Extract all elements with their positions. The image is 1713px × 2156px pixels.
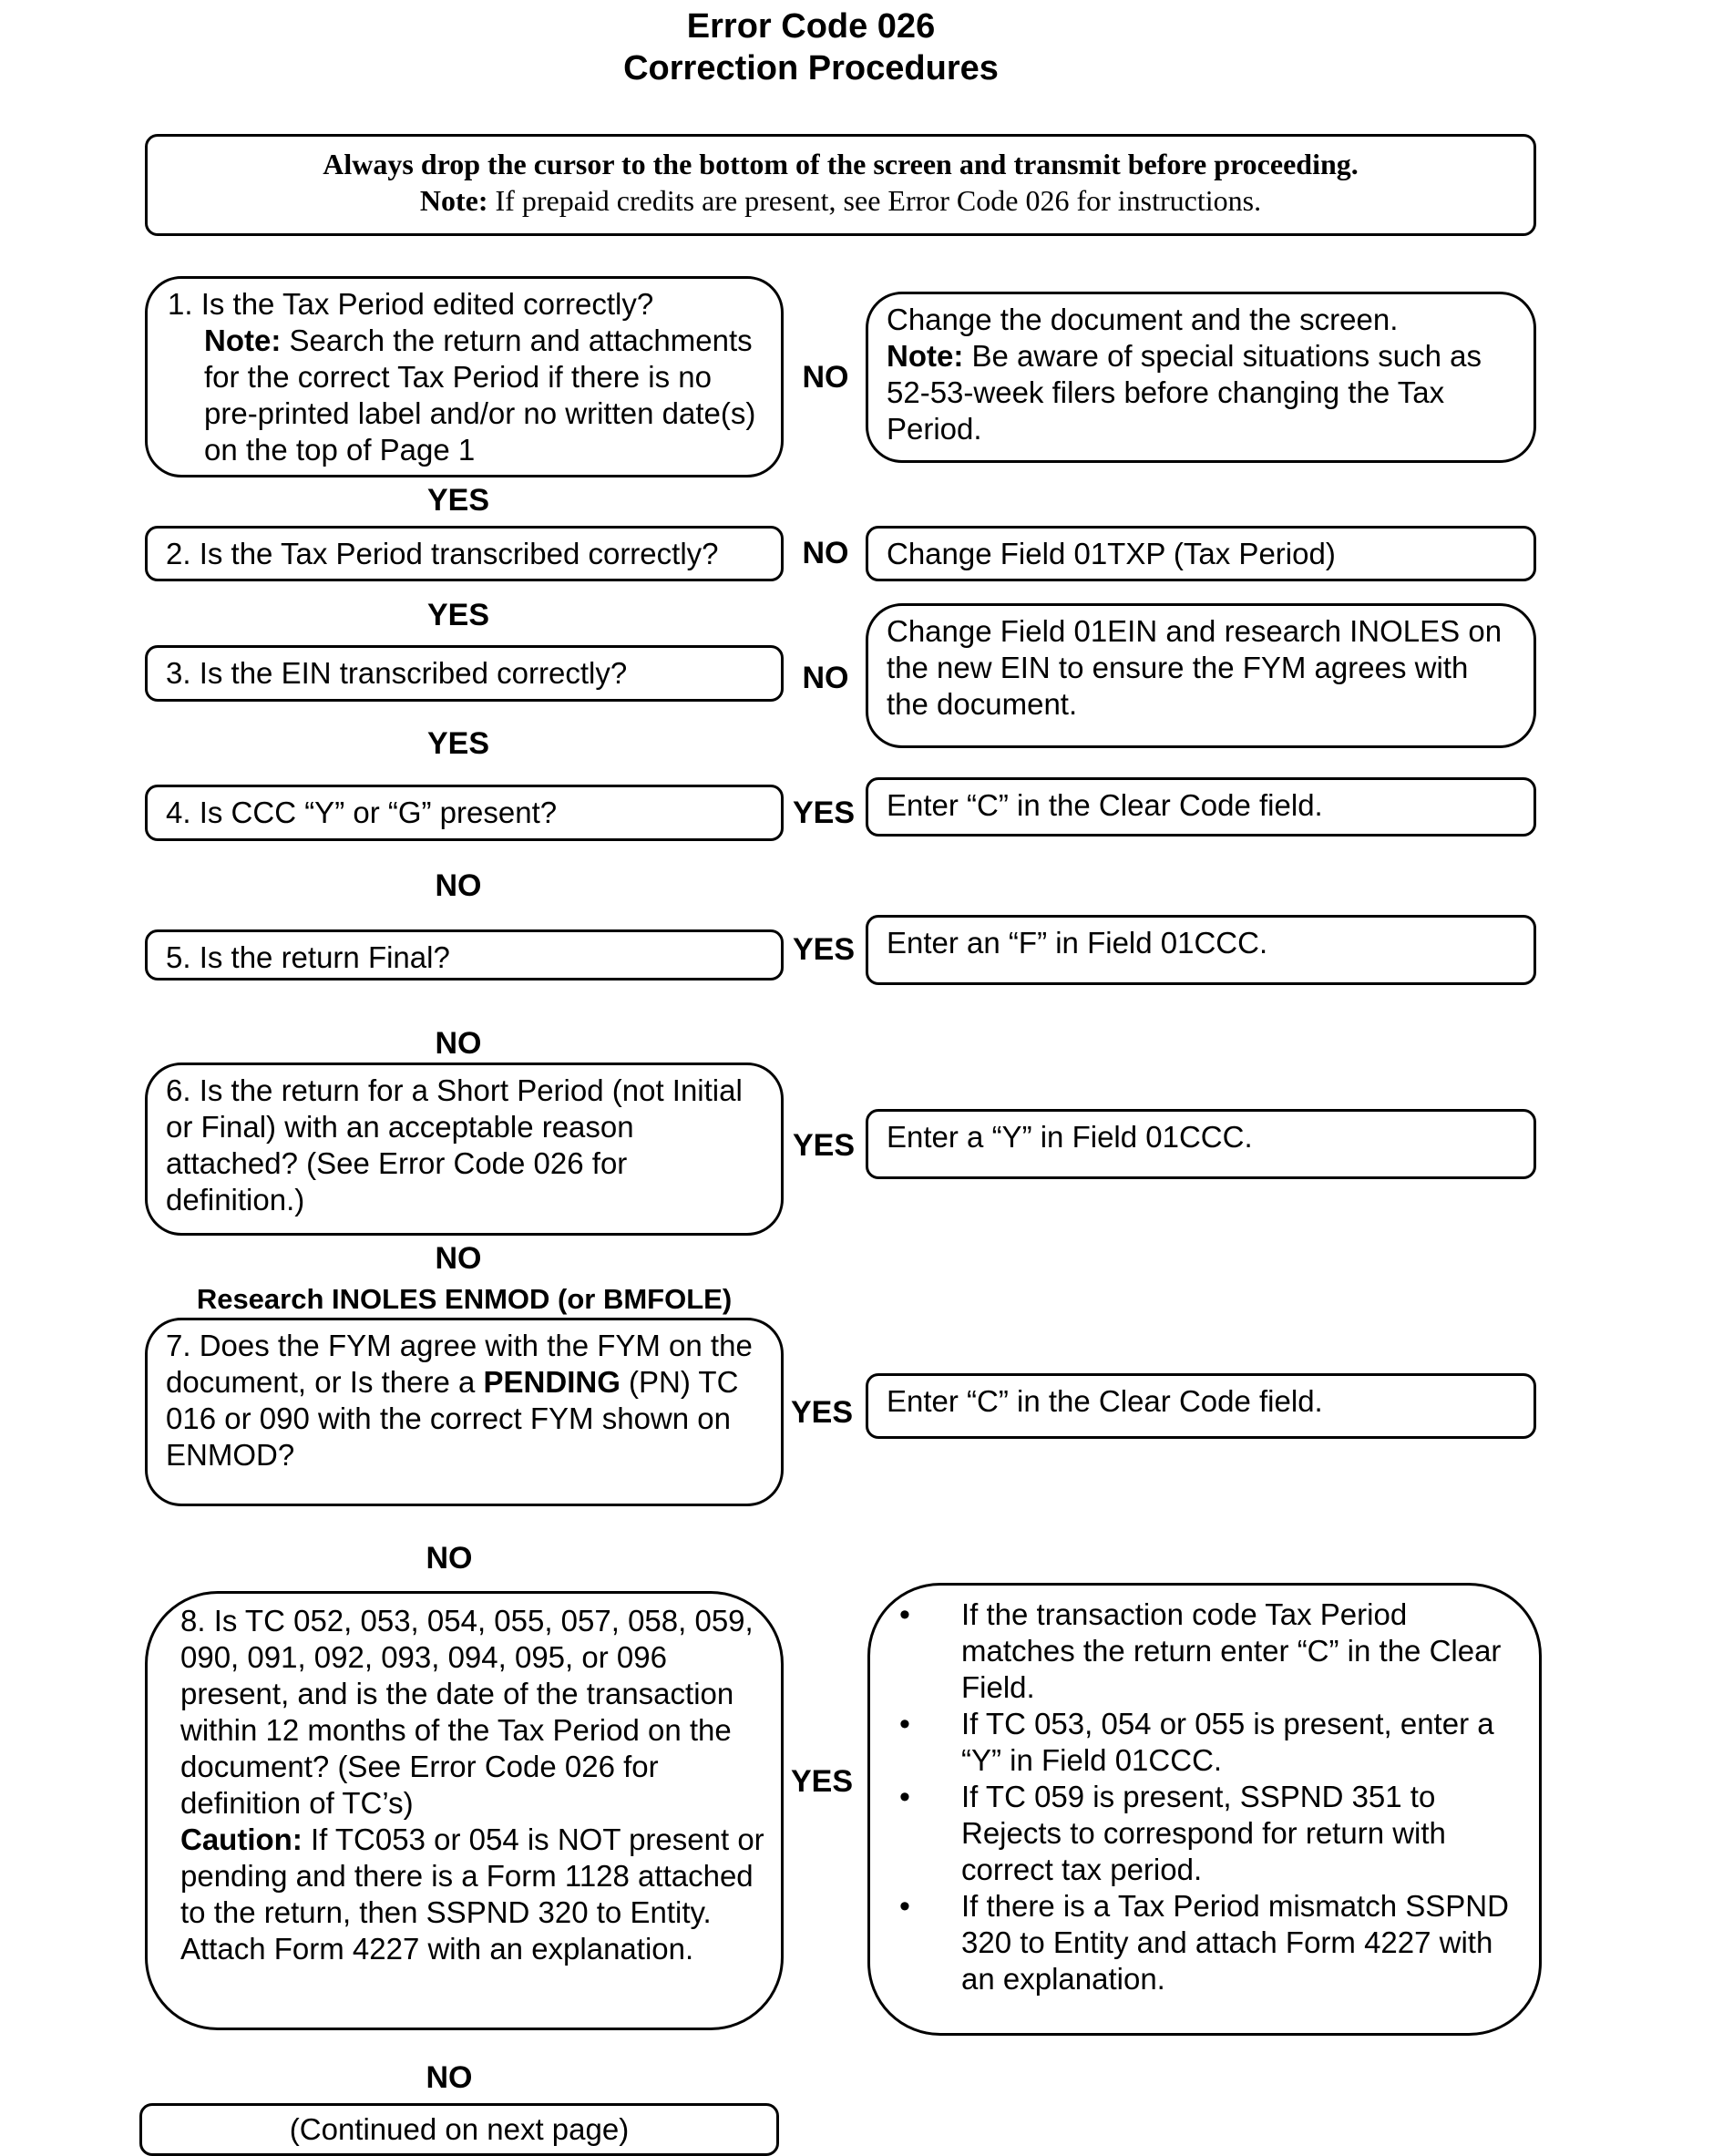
step-6-yes-label: YES (792, 1128, 856, 1163)
step-4-yes-label: YES (792, 796, 856, 830)
step-4-no-label: NO (435, 868, 482, 903)
step-5-action: Enter an “F” in Field 01CCC. (866, 915, 1536, 985)
step-7-yes-label: YES (790, 1395, 854, 1430)
step-8-no-label: NO (426, 2060, 473, 2095)
step-1-action (866, 292, 1536, 463)
step-8-action (867, 1583, 1542, 2036)
step-6-action: Enter a “Y” in Field 01CCC. (866, 1109, 1536, 1179)
step-7-no-label: NO (426, 1541, 473, 1576)
step-3-no-label: NO (802, 661, 849, 695)
step-1-question (145, 276, 784, 477)
step-7-question-text-b: (PN) TC 016 or 090 with the correct FYM shown on ENMOD? (166, 1365, 739, 1472)
step-3-question: 3. Is the EIN transcribed correctly? (145, 645, 784, 702)
step-7-action: Enter “C” in the Clear Code field. (866, 1373, 1536, 1439)
step-8-action-item: • If there is a Tax Period mismatch SSPND 320 to Entity and attach Form 4227 with an explanation. (879, 1888, 1512, 1997)
step-4-question: 4. Is CCC “Y” or “G” present? (145, 785, 784, 841)
instruction-banner (145, 134, 1536, 236)
step-5-no-label: NO (435, 1026, 482, 1061)
title-line-2: Correction Procedures (623, 49, 999, 87)
step-2-no-label: NO (802, 536, 849, 570)
step-1-note-text: Search the return and attachments for the correct Tax Period if there is no pre-printed label and/or no written date(s) on the top of Page 1 (204, 323, 756, 467)
step-8-caution-text: If TC053 or 054 is NOT present or pending and there is a Form 1128 attached to the return, then SSPND 320 to Entity. Attach Form 4227 with an explanation. (180, 1822, 764, 1966)
step-8-question-text: 8. Is TC 052, 053, 054, 055, 057, 058, 059, 090, 091, 092, 093, 094, 095, or 096 present, and is the date of the transaction within 12 months of the Tax Period on the document? (See Error Code 026 for definition of TC’s) (180, 1604, 754, 1820)
step-8-action-item: • If TC 053, 054 or 055 is present, enter a “Y” in Field 01CCC. (879, 1706, 1512, 1779)
step-1-note (168, 323, 763, 468)
step-3-action: Change Field 01EIN and research INOLES on the new EIN to ensure the FYM agrees with the document. (866, 603, 1536, 748)
step-1-action-note-text: Be aware of special situations such as 52-53-week filers before changing the Tax Period. (887, 339, 1482, 446)
banner-note-label: Note: (419, 184, 488, 217)
step-5-question: 5. Is the return Final? (145, 929, 784, 980)
step-7-question-text-a: 7. Does the FYM agree with the FYM on the document, or Is there a (166, 1329, 753, 1399)
step-1-action-text: Change the document and the screen. (887, 303, 1399, 336)
banner-note (166, 182, 1515, 219)
step-8-action-item: • If TC 059 is present, SSPND 351 to Rejects to correspond for return with correct tax period. (879, 1779, 1512, 1888)
step-2-question: 2. Is the Tax Period transcribed correctly? (145, 526, 784, 581)
step-1-yes-label: YES (426, 483, 490, 518)
banner-line-1: Always drop the cursor to the bottom of the screen and transmit before proceeding. (323, 148, 1359, 180)
step-8-action-item: • If the transaction code Tax Period matches the return enter “C” in the Clear Field. (879, 1596, 1512, 1706)
step-1-action-note-label: Note: (887, 339, 964, 373)
step-1-note-label: Note: (204, 323, 282, 357)
step-8-caution (180, 1822, 768, 1967)
step-8-question (145, 1591, 784, 2030)
title-line-1: Error Code 026 (686, 7, 936, 46)
step-2-action: Change Field 01TXP (Tax Period) (866, 526, 1536, 581)
step-6-question: 6. Is the return for a Short Period (not Initial or Final) with an acceptable reason attached? (See Error Code 026 for definition.) (145, 1063, 784, 1236)
step-8-action-list (879, 1596, 1512, 1997)
step-1-question-text: 1. Is the Tax Period edited correctly? (168, 287, 654, 321)
step-7-pending: PENDING (483, 1365, 621, 1399)
step-5-yes-label: YES (792, 932, 856, 967)
step-1-no-label: NO (802, 360, 849, 395)
research-note: Research INOLES ENMOD (or BMFOLE) (196, 1283, 733, 1315)
step-4-action: Enter “C” in the Clear Code field. (866, 777, 1536, 837)
continued-box: (Continued on next page) (139, 2103, 779, 2156)
step-3-yes-label: YES (426, 726, 490, 761)
step-2-yes-label: YES (426, 598, 490, 632)
step-8-caution-label: Caution: (180, 1822, 303, 1856)
banner-note-text: If prepaid credits are present, see Error Code 026 for instructions. (487, 184, 1262, 217)
step-6-no-label: NO (435, 1241, 482, 1276)
step-7-question (145, 1318, 784, 1506)
step-8-yes-label: YES (790, 1764, 854, 1799)
step-1-action-note (887, 338, 1515, 447)
page-title (0, 5, 1622, 89)
